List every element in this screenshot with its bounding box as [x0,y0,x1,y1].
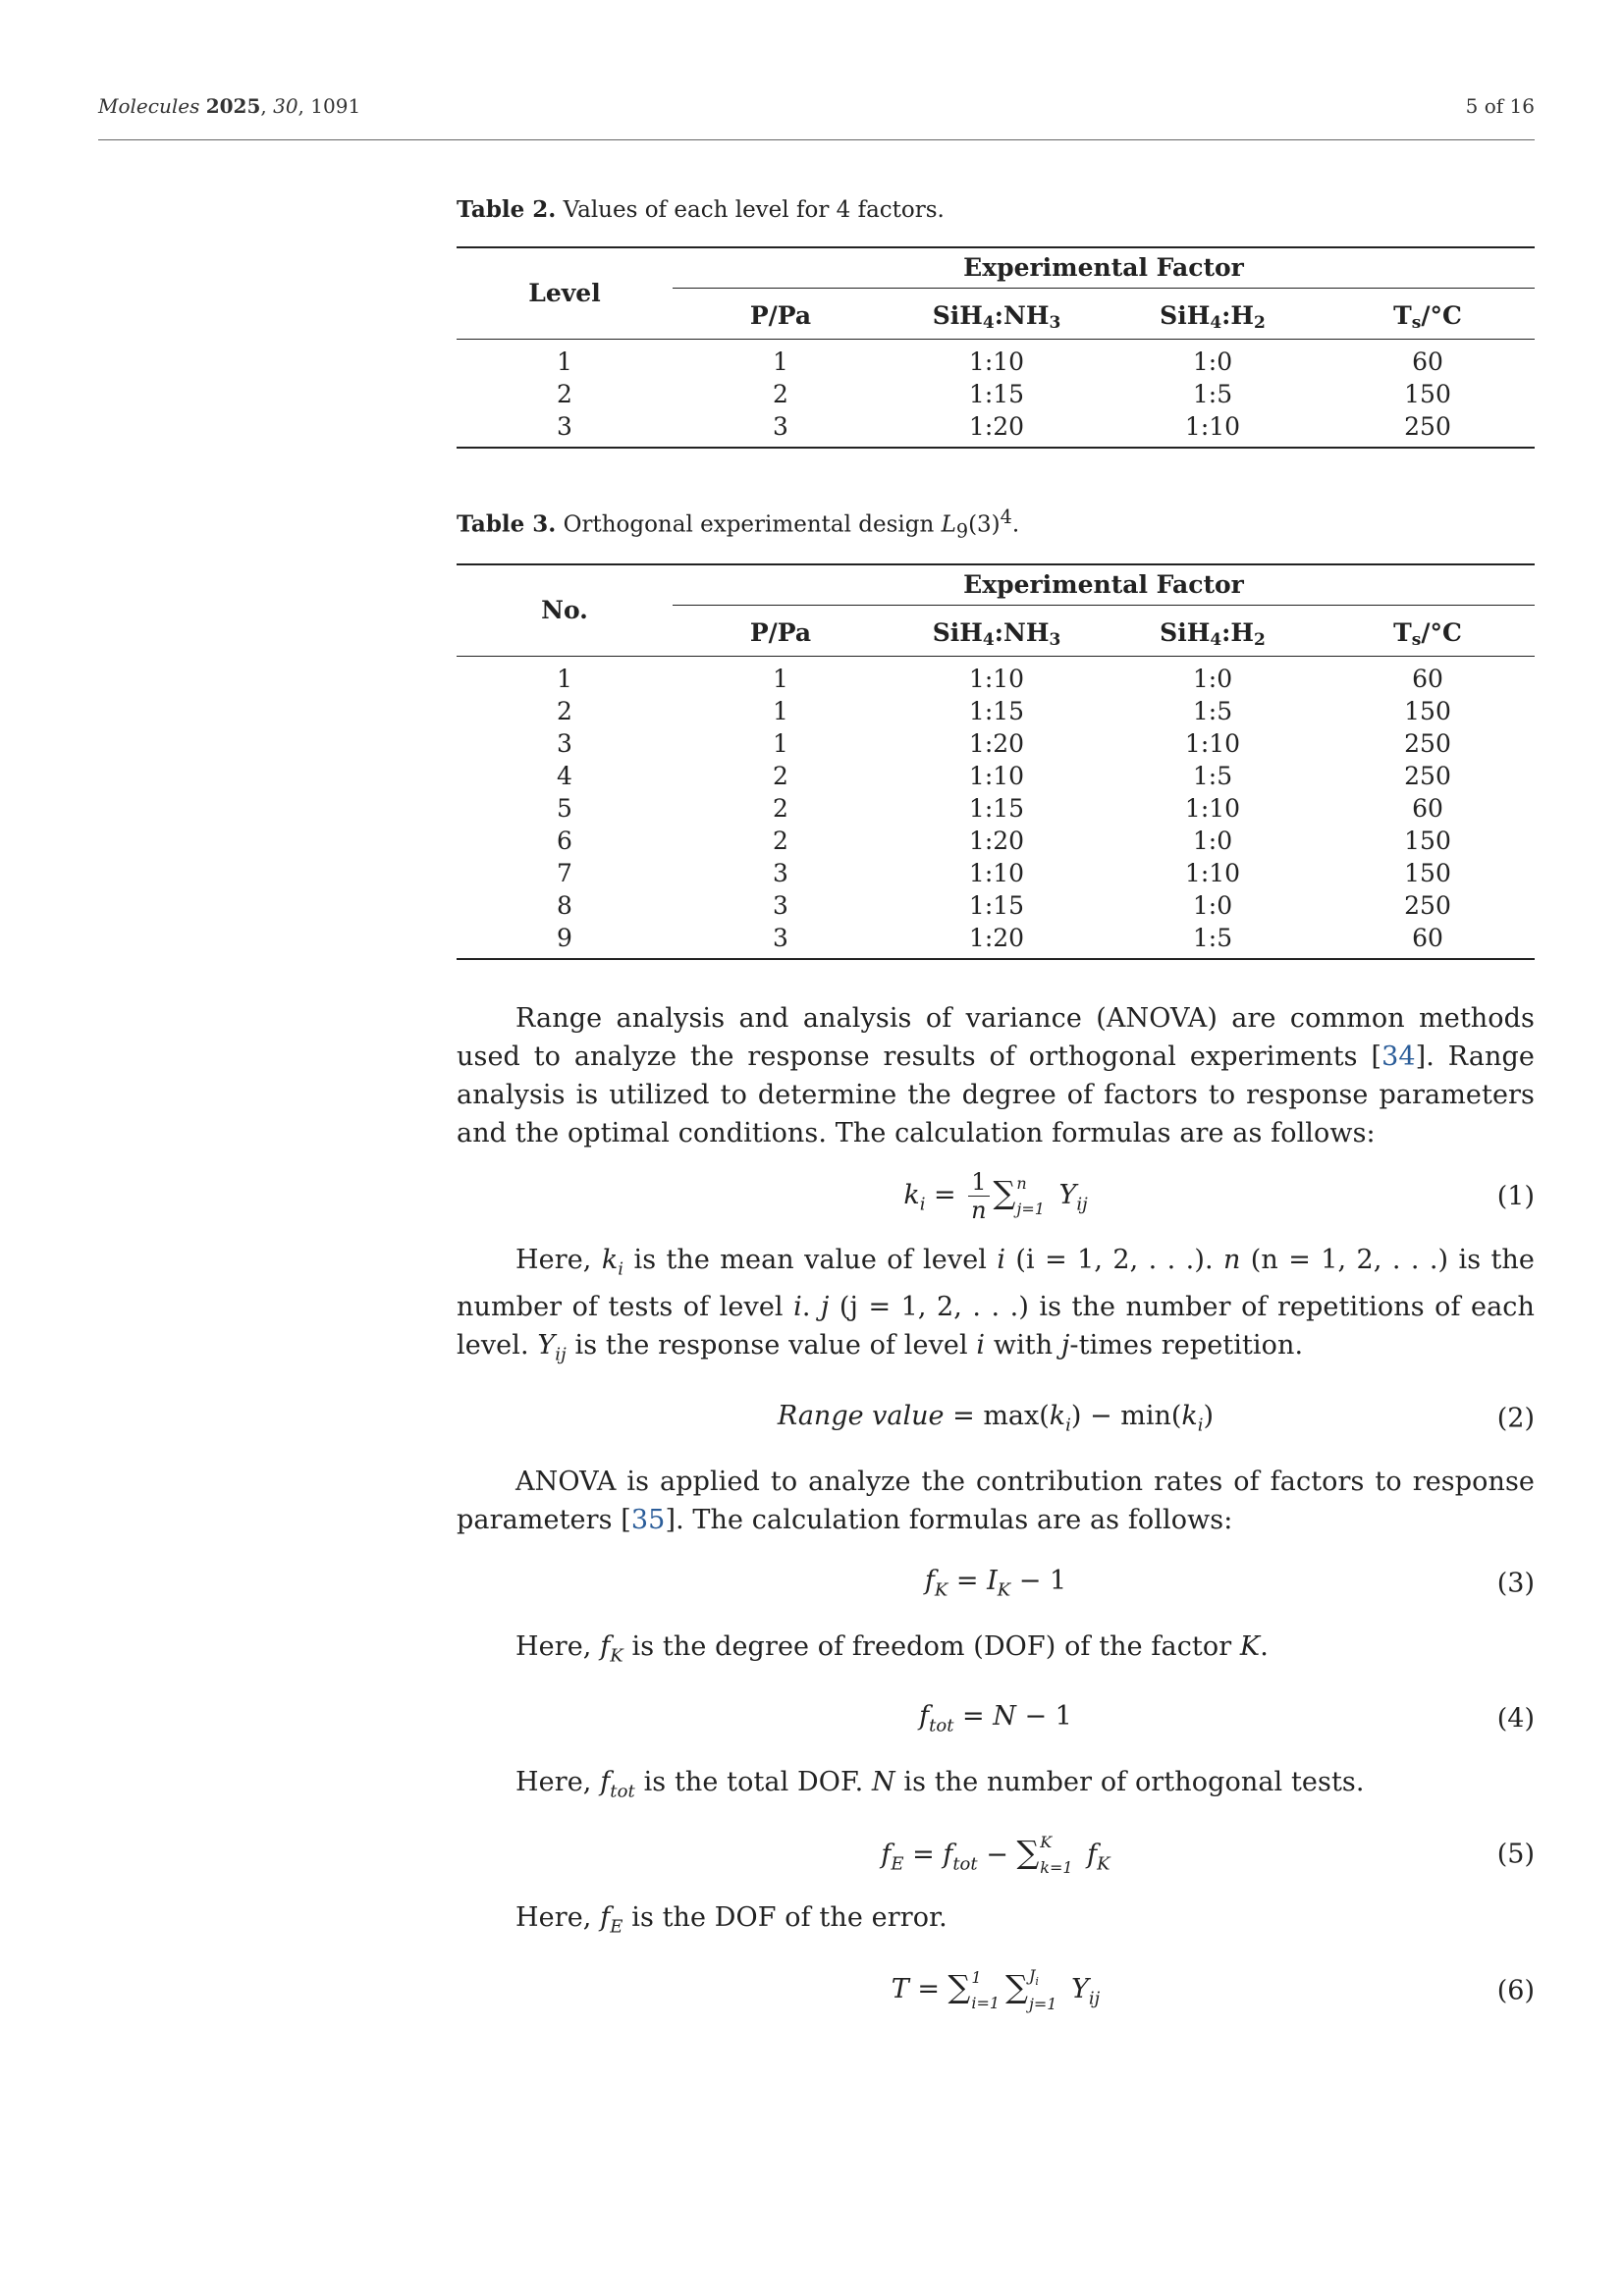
table-row: 2 1 1:15 1:5 150 [557,696,1451,725]
journal-name: Molecules [98,94,200,118]
page-number: 5 of 16 [1465,94,1535,118]
equation-2-number: (2) [1496,1403,1535,1434]
paragraph-dof-total: Here, $f_{tot}$ is the total DOF. N is the number of orthogonal tests. [515,1767,1365,1802]
equation-1: $k_i$ = $\frac{1}{n}$ ∑ n j=1 $Y_{ij}$ (1) [903,1168,1535,1225]
equation-6: T = ∑ 1 i=1 ∑ $J_i$ j=1 $Y_{ij}$ (6) [891,1966,1535,2014]
equation-6-number: (6) [1496,1975,1535,2006]
paragraph-range-analysis: Range analysis and analysis of variance (ANOVA) are common methods used to analyze the response results of orthogonal experiments [34]. Range analysis is utilized to determine the degree of factors to response parameters and the optimal conditions. The calculation formulas are as follows: [457,1002,1535,1148]
table-row: 7 3 1:10 1:10 150 [557,858,1451,887]
table-row: 6 2 1:20 1:0 150 [557,826,1451,855]
table2 [457,246,1535,449]
table-row: 5 2 1:15 1:10 60 [557,793,1443,823]
citation-35[interactable]: 35 [630,1504,666,1535]
table-row: 3 1 1:20 1:10 250 [557,728,1451,758]
table2-body [457,339,1535,448]
table2-col-sih4-h2: $SiH_4:H_2$ [1105,294,1321,340]
equation-3: $f_K = I_K - 1$ (3) [924,1565,1535,1601]
equation-5: $f_E = f_{tot}$ − ∑ K k=1 $f_K$ (5) [881,1833,1535,1878]
table-row: 9 3 1:20 1:5 60 [457,922,1535,959]
table2-level-header: Level [457,247,673,340]
table2-col-sih4-nh3: $SiH_4:NH_3$ [889,294,1105,340]
equation-5-number: (5) [1496,1839,1535,1870]
table2-col-ts: $T_s/^\circ C$ [1321,294,1535,340]
table-row: 2 2 1:15 1:5 150 [557,379,1451,408]
table3-group-header: Experimental Factor [673,564,1535,611]
equation-4: $f_{tot} = N - 1$ (4) [919,1701,1535,1736]
table-row: 4 2 1:10 1:5 250 [557,761,1451,790]
citation-34[interactable]: 34 [1381,1041,1416,1072]
paragraph-mean-value: Here, $k_i$ is the mean value of level i (i = 1, 2, . . .). n (n = 1, 2, . . .) is the number of tests of level i. j (j = 1, 2, . . .) is the number of repetitions of each level. $Y_{ij}$ is the response value of level i with j-times repetition. [457,1244,1535,1365]
table3 [457,563,1535,960]
article-number: 1091 [310,94,361,118]
header-divider [98,139,1535,140]
paragraph-dof-error: Here, $f_E$ is the DOF of the error. [515,1902,947,1938]
table-row: 1 1 1:10 1:0 60 [557,664,1443,693]
equation-2: Range value = $\max(k_i) - \min(k_i)$ (2) [777,1400,1535,1436]
table-row: 8 3 1:15 1:0 250 [557,890,1451,920]
paragraph-dof-factor: Here, $f_K$ is the degree of freedom (DOF) of the factor K. [515,1630,1269,1667]
table2-caption: Table 2. Values of each level for 4 factors. [457,196,945,223]
equation-1-number: (1) [1496,1181,1535,1212]
table2-col-pressure: P/Pa [673,294,889,340]
equation-4-number: (4) [1496,1703,1535,1735]
page-header: Molecules 2025, 30, 1091 5 of 16 [98,94,1535,118]
table3-caption: Table 3. Orthogonal experimental design $L_9(3)^4$. [457,505,1020,542]
table3-body [457,656,1535,959]
table3-no-header: No. [457,564,673,657]
table3-col-sih4-h2: $SiH_4:H_2$ [1105,611,1321,657]
paragraph-anova: ANOVA is applied to analyze the contribution rates of factors to response parameters [35]. The calculation formulas are as follows: [457,1466,1535,1535]
table2-group-header: Experimental Factor [673,247,1535,294]
table-row: 1 1 1:10 1:0 60 [557,347,1443,376]
table3-col-ts: $T_s/^\circ C$ [1321,611,1535,657]
table3-col-sih4-nh3: $SiH_4:NH_3$ [889,611,1105,657]
page-content [457,196,1535,2035]
equation-3-number: (3) [1496,1568,1535,1599]
journal-year: 2025 [205,94,261,118]
table3-col-pressure: P/Pa [673,611,889,657]
table-row: 3 3 1:20 1:10 250 [457,410,1535,448]
journal-volume: 30 [273,94,298,118]
